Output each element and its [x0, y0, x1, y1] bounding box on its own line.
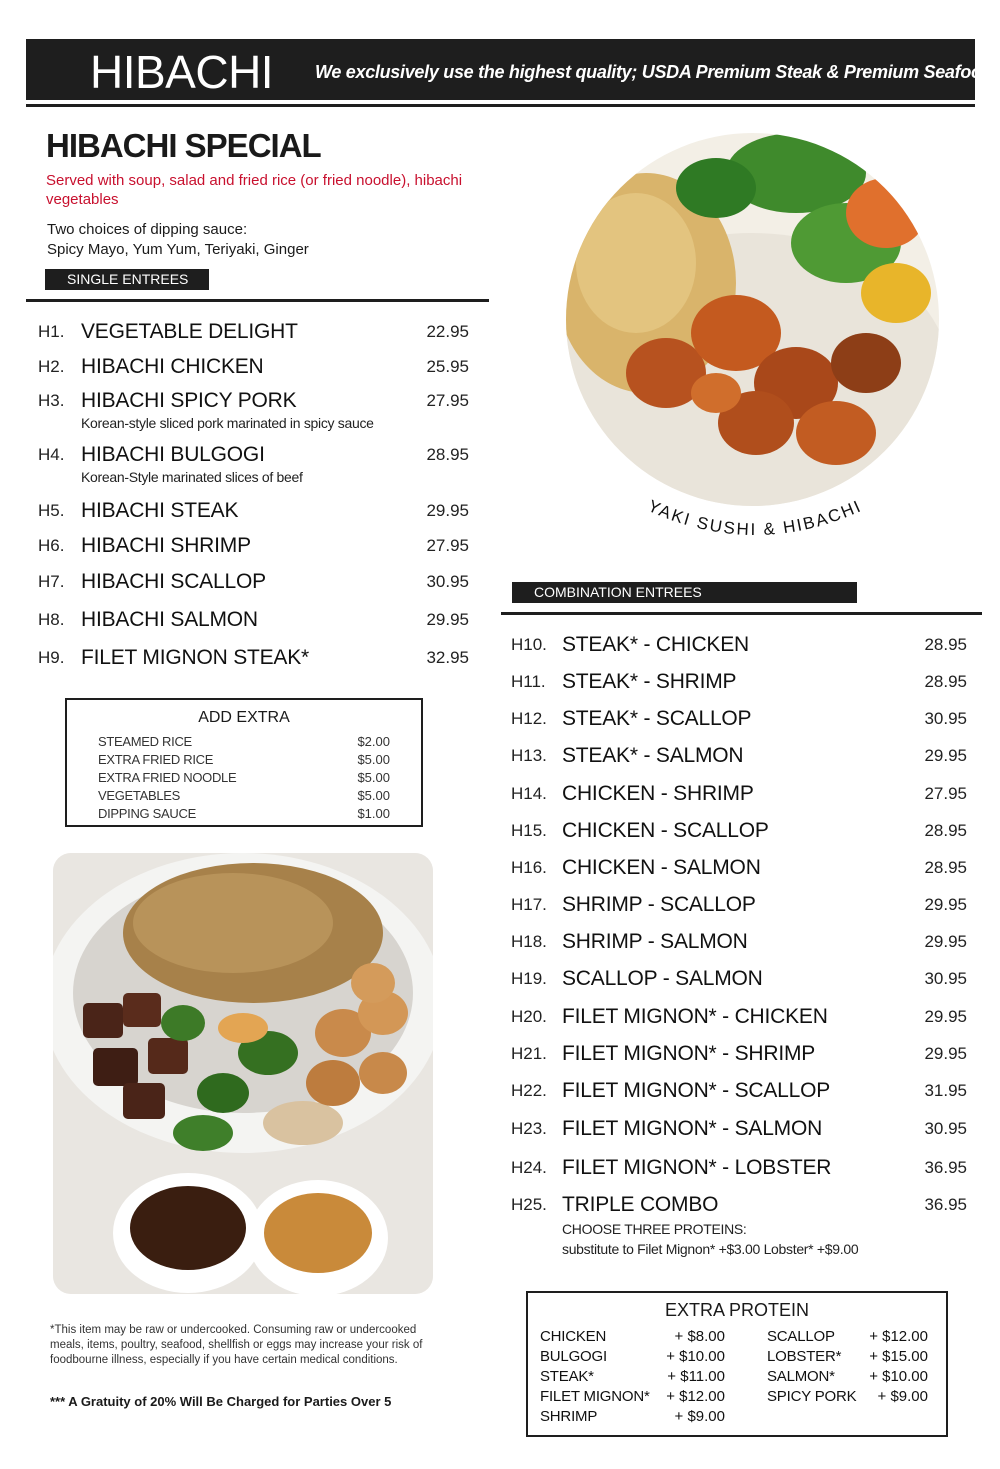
combo-price: 29.95 — [924, 1044, 967, 1063]
combo-price: 29.95 — [924, 1007, 967, 1026]
combo-code: H14. — [511, 784, 547, 803]
single-entrees-rule — [26, 299, 489, 302]
protein-price: + $12.00 — [666, 1388, 725, 1405]
combo-code: H12. — [511, 709, 547, 728]
combination-entrees-rule — [501, 612, 982, 615]
protein-name: SHRIMP — [540, 1408, 598, 1425]
entree-code: H5. — [38, 501, 65, 520]
combo-code: H20. — [511, 1007, 547, 1026]
extra-item-name: EXTRA FRIED RICE — [98, 752, 214, 767]
photo-caption-text: YAKI SUSHI & HIBACHI — [645, 496, 865, 540]
header-tagline: We exclusively use the highest quality; USDA Premium Steak & Premium Seafood. — [315, 62, 998, 82]
combo-price: 30.95 — [924, 709, 967, 728]
protein-name: SALMON* — [767, 1368, 835, 1385]
combo-name: FILET MIGNON* - LOBSTER — [562, 1156, 832, 1179]
entree-code: H7. — [38, 572, 65, 591]
combo-code: H10. — [511, 635, 547, 654]
extra-item-name: STEAMED RICE — [98, 734, 192, 749]
combo-price: 29.95 — [924, 746, 967, 765]
protein-name: LOBSTER* — [767, 1348, 842, 1365]
extra-item-price: $2.00 — [357, 734, 390, 749]
svg-text:YAKI SUSHI & HIBACHI — [645, 496, 865, 539]
protein-name: BULGOGI — [540, 1348, 607, 1365]
extra-item-price: $5.00 — [357, 752, 390, 767]
combo-name: SHRIMP - SCALLOP — [562, 893, 756, 916]
entree-price: 30.95 — [426, 572, 469, 591]
photo-caption — [590, 470, 920, 560]
combo-code: H21. — [511, 1044, 547, 1063]
entree-name: FILET MIGNON STEAK* — [81, 646, 310, 669]
combo-price: 36.95 — [924, 1158, 967, 1177]
combo-code: H17. — [511, 895, 547, 914]
single-entrees-heading: SINGLE ENTREES — [45, 269, 209, 290]
sauce-line-1: Two choices of dipping sauce: — [47, 221, 248, 238]
gratuity-note: *** A Gratuity of 20% Will Be Charged for Parties Over 5 — [50, 1394, 392, 1409]
combo-name: FILET MIGNON* - SCALLOP — [562, 1079, 831, 1102]
page-title: HIBACHI — [90, 46, 274, 98]
combo-code: H23. — [511, 1119, 547, 1138]
combo-name: STEAK* - SALMON — [562, 744, 744, 767]
combo-name: CHICKEN - SHRIMP — [562, 782, 754, 805]
extra-item-name: VEGETABLES — [98, 788, 181, 803]
entree-code: H8. — [38, 610, 65, 629]
protein-name: SPICY PORK — [767, 1388, 857, 1405]
combo-code: H22. — [511, 1081, 547, 1100]
triple-combo-note-2: substitute to Filet Mignon* +$3.00 Lobster* +$9.00 — [562, 1241, 859, 1257]
entree-description: Korean-style sliced pork marinated in spicy sauce — [81, 415, 374, 431]
special-title: HIBACHI SPECIAL — [46, 127, 321, 164]
combo-name: SCALLOP - SALMON — [562, 967, 763, 990]
combo-price: 28.95 — [924, 635, 967, 654]
protein-price: + $9.00 — [877, 1388, 928, 1405]
entree-price: 29.95 — [426, 610, 469, 629]
protein-name: FILET MIGNON* — [540, 1388, 650, 1405]
extra-protein-box — [526, 1291, 948, 1437]
entree-code: H1. — [38, 322, 65, 341]
entree-name: HIBACHI BULGOGI — [81, 443, 265, 466]
combo-price: 36.95 — [924, 1195, 967, 1214]
combo-name: CHICKEN - SCALLOP — [562, 819, 769, 842]
combo-price: 29.95 — [924, 895, 967, 914]
header-divider — [26, 104, 975, 107]
sauce-line-2: Spicy Mayo, Yum Yum, Teriyaki, Ginger — [47, 241, 309, 258]
protein-name: CHICKEN — [540, 1328, 607, 1345]
sauce-note — [47, 220, 487, 260]
combo-name: STEAK* - CHICKEN — [562, 633, 749, 656]
protein-price: + $12.00 — [869, 1328, 928, 1345]
combo-code: H19. — [511, 969, 547, 988]
protein-price: + $10.00 — [666, 1348, 725, 1365]
protein-price: + $10.00 — [869, 1368, 928, 1385]
combo-price: 31.95 — [924, 1081, 967, 1100]
combo-price: 28.95 — [924, 672, 967, 691]
combo-price: 30.95 — [924, 1119, 967, 1138]
extra-item-price: $1.00 — [357, 806, 390, 821]
entree-name: HIBACHI SHRIMP — [81, 534, 251, 557]
protein-price: + $15.00 — [869, 1348, 928, 1365]
served-with-note: Served with soup, salad and fried rice (or fried noodle), hibachi vegetables — [46, 172, 463, 208]
combo-price: 28.95 — [924, 858, 967, 877]
combo-name: SHRIMP - SALMON — [562, 930, 748, 953]
entree-description: Korean-Style marinated slices of beef — [81, 469, 303, 485]
extra-protein-title: EXTRA PROTEIN — [664, 1300, 810, 1320]
protein-price: + $9.00 — [674, 1408, 725, 1425]
combo-code: H13. — [511, 746, 547, 765]
combo-price: 30.95 — [924, 969, 967, 988]
combination-entrees-heading: COMBINATION ENTREES — [512, 582, 857, 603]
extra-item-name: EXTRA FRIED NOODLE — [98, 770, 237, 785]
entree-price: 29.95 — [426, 501, 469, 520]
combo-code: H15. — [511, 821, 547, 840]
entree-price: 32.95 — [426, 648, 469, 667]
entree-name: VEGETABLE DELIGHT — [81, 320, 298, 343]
extra-item-name: DIPPING SAUCE — [98, 806, 196, 821]
combo-name: STEAK* - SCALLOP — [562, 707, 752, 730]
add-extra-box — [65, 698, 423, 827]
combo-name: TRIPLE COMBO — [562, 1193, 719, 1216]
add-extra-title: ADD EXTRA — [198, 709, 290, 726]
combo-name: FILET MIGNON* - SALMON — [562, 1117, 823, 1140]
entree-code: H3. — [38, 391, 65, 410]
combo-name: FILET MIGNON* - SHRIMP — [562, 1042, 816, 1065]
entree-price: 25.95 — [426, 357, 469, 376]
combo-price: 27.95 — [924, 784, 967, 803]
entree-price: 27.95 — [426, 391, 469, 410]
entree-code: H4. — [38, 445, 65, 464]
combo-price: 28.95 — [924, 821, 967, 840]
entree-name: HIBACHI SPICY PORK — [81, 389, 297, 412]
hibachi-shrimp-photo — [566, 133, 939, 506]
entree-name: HIBACHI SALMON — [81, 608, 258, 631]
combo-name: STEAK* - SHRIMP — [562, 670, 737, 693]
combo-name: FILET MIGNON* - CHICKEN — [562, 1005, 828, 1028]
entree-name: HIBACHI SCALLOP — [81, 570, 266, 593]
combo-code: H11. — [511, 672, 546, 691]
entree-price: 22.95 — [426, 322, 469, 341]
entree-name: HIBACHI CHICKEN — [81, 355, 264, 378]
combo-code: H24. — [511, 1158, 547, 1177]
combo-code: H25. — [511, 1195, 547, 1214]
combo-code: H16. — [511, 858, 547, 877]
protein-price: + $11.00 — [667, 1368, 725, 1385]
raw-food-disclaimer: *This item may be raw or undercooked. Consuming raw or undercooked meals, items, poultry, seafood, shellfish or eggs may increase your risk of foodbourne illness, especially if you have certain medical conditions. — [50, 1324, 423, 1366]
hibachi-bowl-photo — [53, 853, 433, 1294]
combo-price: 29.95 — [924, 932, 967, 951]
protein-name: STEAK* — [540, 1368, 594, 1385]
protein-name: SCALLOP — [767, 1328, 835, 1345]
protein-price: + $8.00 — [674, 1328, 725, 1345]
combo-code: H18. — [511, 932, 547, 951]
entree-price: 27.95 — [426, 536, 469, 555]
entree-name: HIBACHI STEAK — [81, 499, 239, 522]
combo-name: CHICKEN - SALMON — [562, 856, 761, 879]
entree-code: H6. — [38, 536, 65, 555]
extra-item-price: $5.00 — [357, 788, 390, 803]
entree-price: 28.95 — [426, 445, 469, 464]
entree-code: H2. — [38, 357, 65, 376]
entree-code: H9. — [38, 648, 65, 667]
triple-combo-note-1: CHOOSE THREE PROTEINS: — [562, 1221, 747, 1237]
extra-item-price: $5.00 — [357, 770, 390, 785]
